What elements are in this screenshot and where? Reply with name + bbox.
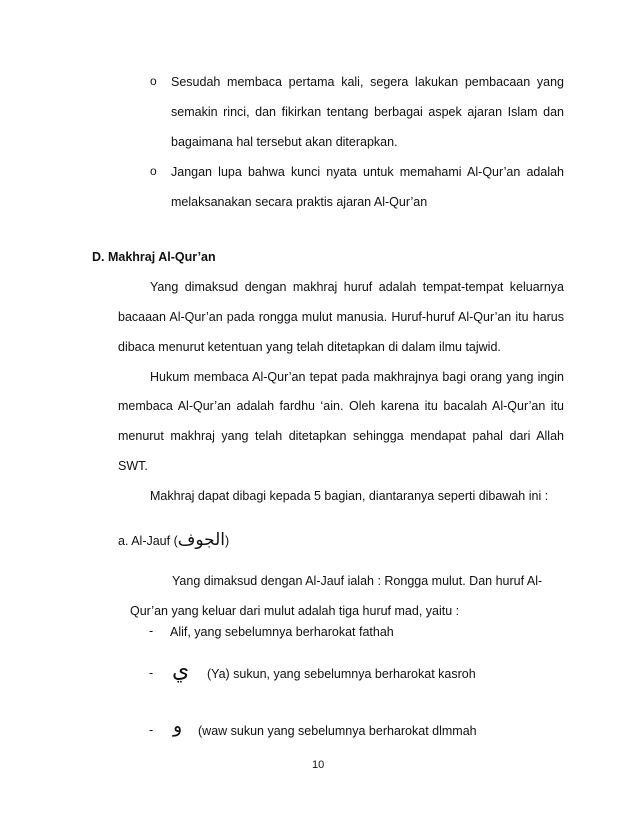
para2-line-3: menurut makhraj yang telah ditetapkan sehingga mendapat pahal dari Allah — [118, 429, 564, 443]
para2-line-4: SWT. — [118, 459, 148, 473]
para2-line-1: Hukum membaca Al-Qur’an tepat pada makhrajnya bagi orang yang ingin — [150, 370, 564, 384]
sub-a-text-line-1: Yang dimaksud dengan Al-Jauf ialah : Rongga mulut. Dan huruf Al- — [172, 574, 543, 588]
mad-item-alif: Alif, yang sebelumnya berharokat fathah — [170, 625, 394, 639]
mad-item-waw: (waw sukun yang sebelumnya berharokat dlmmah — [198, 724, 477, 738]
bullet-1-line-2: semakin rinci, dan fikirkan tentang berbagai aspek ajaran Islam dan — [171, 105, 564, 119]
mad-item-dash: - — [149, 624, 154, 638]
bullet-marker: o — [150, 164, 157, 178]
bullet-1-line-3: bagaimana hal tersebut akan diterapkan. — [171, 135, 398, 149]
bullet-marker: o — [150, 74, 157, 88]
sub-a-heading — [118, 532, 229, 549]
bullet-2-line-2: melaksanakan secara praktis ajaran Al-Qur’an — [171, 195, 428, 209]
bullet-1-line-1: Sesudah membaca pertama kali, segera lakukan pembacaan yang — [171, 75, 564, 89]
arabic-ya-glyph: ي — [172, 658, 190, 683]
arabic-waw-glyph: و — [173, 715, 183, 737]
mad-item-dash: - — [149, 666, 154, 680]
para1-line-3: dibaca menurut ketentuan yang telah ditetapkan di dalam ilmu tajwid. — [118, 340, 501, 354]
para1-line-1: Yang dimaksud dengan makhraj huruf adalah tempat-tempat keluarnya — [150, 280, 564, 294]
page-number: 10 — [312, 759, 325, 771]
para1-line-2: bacaaan Al-Qur’an pada rongga mulut manusia. Huruf-huruf Al-Qur’an itu harus — [118, 310, 564, 324]
sub-a-close: ) — [225, 534, 230, 548]
sub-a-text-line-2: Qur’an yang keluar dari mulut adalah tiga huruf mad, yaitu : — [130, 604, 460, 618]
bullet-2-line-1: Jangan lupa bahwa kunci nyata untuk memahami Al-Qur’an adalah — [171, 165, 564, 179]
mad-item-dash: - — [149, 723, 154, 737]
para3: Makhraj dapat dibagi kepada 5 bagian, diantaranya seperti dibawah ini : — [150, 489, 549, 503]
sub-a-arabic: الجوف — [177, 530, 226, 550]
sub-a-label: a. Al-Jauf ( — [118, 534, 178, 548]
section-heading: D. Makhraj Al-Qur’an — [92, 250, 216, 264]
para2-line-2: membaca Al-Qur’an adalah fardhu ‘ain. Oleh karena itu bacalah Al-Qur’an itu — [118, 399, 564, 413]
mad-item-ya: (Ya) sukun, yang sebelumnya berharokat kasroh — [207, 667, 476, 681]
